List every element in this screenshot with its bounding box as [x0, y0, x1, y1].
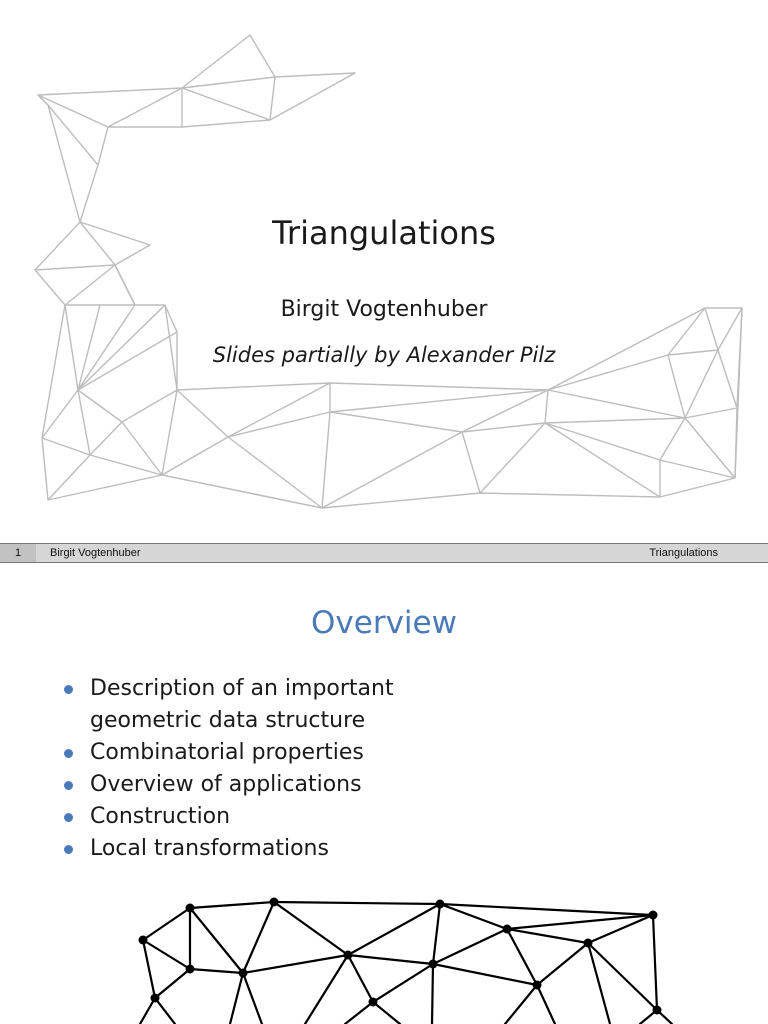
- triangulation-graph: [0, 565, 768, 1024]
- bullet-item: Description of an important geometric data structure: [62, 673, 450, 737]
- slide-subtitle: Slides partially by Alexander Pilz: [212, 343, 556, 367]
- overview-slide: [0, 565, 768, 1024]
- page-number: 1: [0, 544, 36, 562]
- bullet-item: Overview of applications: [62, 769, 450, 801]
- slide-footer: [0, 543, 768, 563]
- bullet-item: Construction: [62, 801, 450, 833]
- slide-title: Triangulations: [272, 214, 496, 252]
- bullet-item: Local transformations: [62, 833, 450, 865]
- bullet-item: Combinatorial properties: [62, 737, 450, 769]
- overview-title: Overview: [311, 605, 457, 641]
- footer-author: Birgit Vogtenhuber: [50, 547, 141, 559]
- footer-title: Triangulations: [649, 547, 718, 559]
- author-name: Birgit Vogtenhuber: [280, 297, 488, 322]
